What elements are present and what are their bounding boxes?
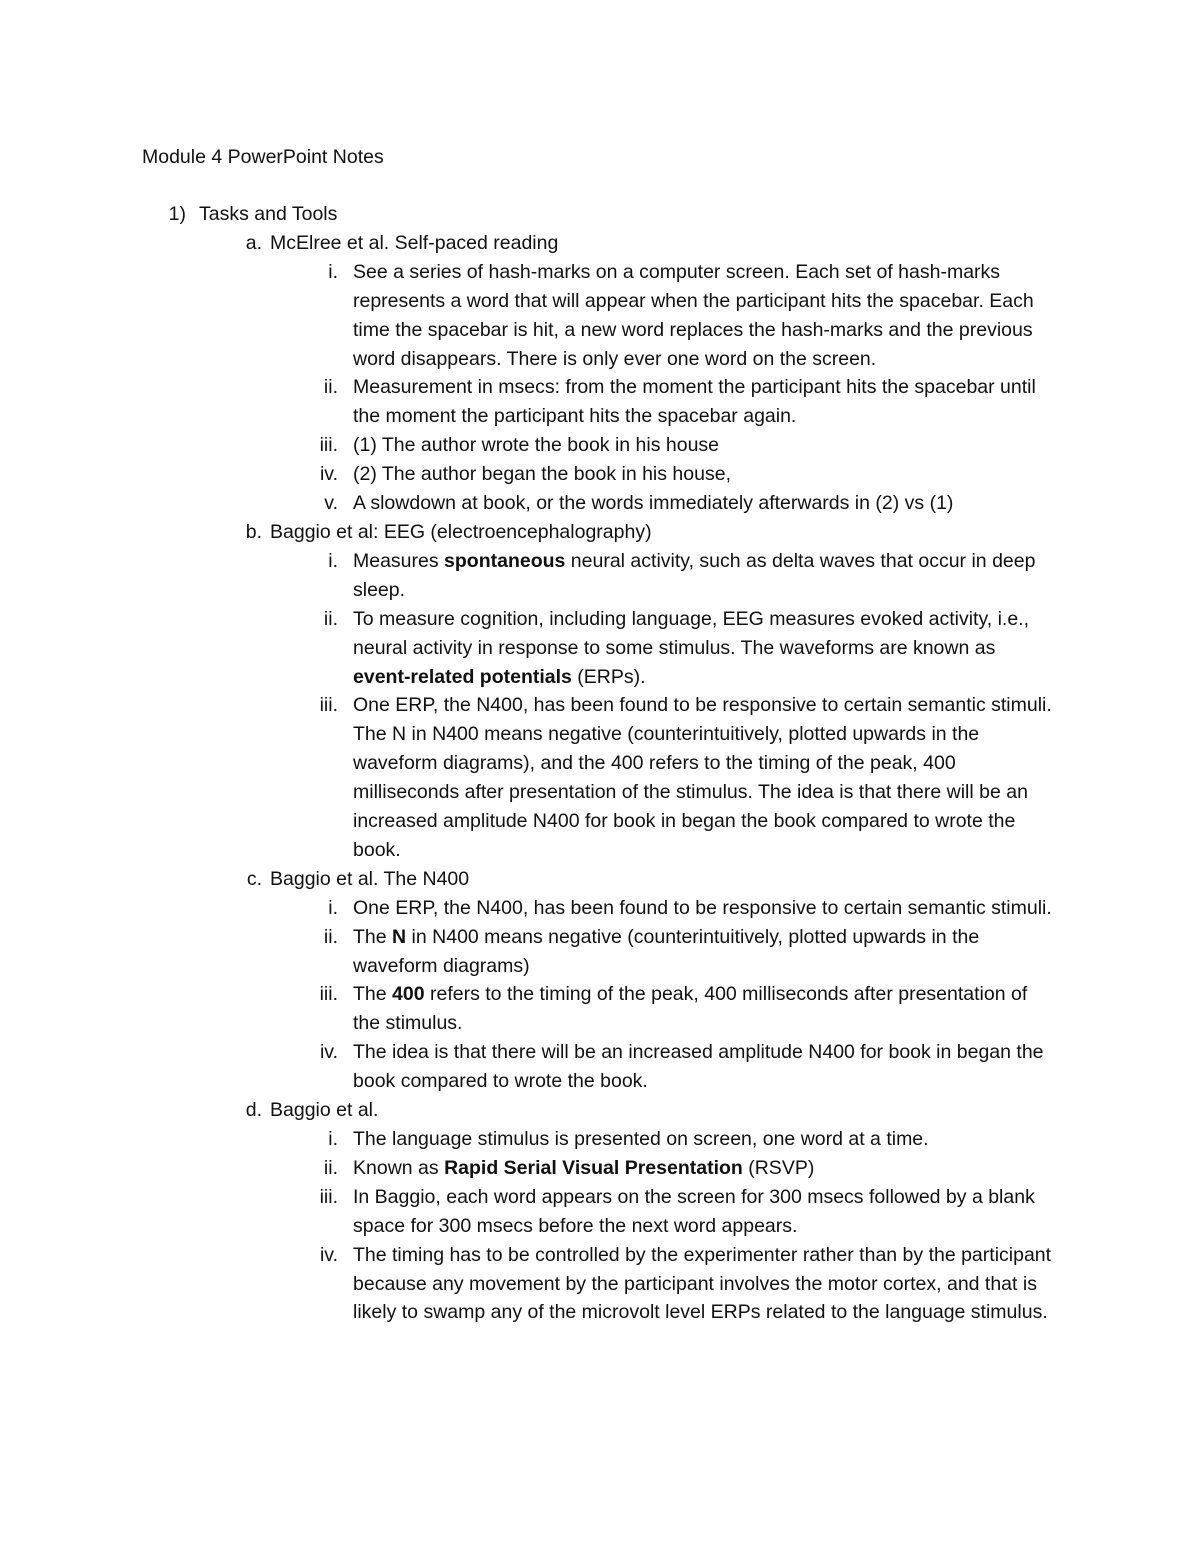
item-text: (2) The author began the book in his house, <box>353 463 731 486</box>
item-text <box>353 923 1058 981</box>
item-text-after: in N400 means negative (counterintuitively, plotted upwards in the waveform diagrams) <box>353 925 980 977</box>
list-marker: i. <box>328 549 338 572</box>
list-item <box>0 1183 1200 1241</box>
item-text-before: The <box>353 925 393 948</box>
list-marker: iii. <box>319 983 338 1006</box>
list-marker: ii. <box>323 376 338 399</box>
item-text: (1) The author wrote the book in his house <box>353 434 720 457</box>
item-text: The idea is that there will be an increased amplitude N400 for book in began the book compared to wrote the book. <box>353 1041 1044 1093</box>
item-text <box>353 1154 1058 1183</box>
list-marker: a. <box>245 231 262 254</box>
item-text: One ERP, the N400, has been found to be responsive to certain semantic stimuli. <box>353 896 1052 919</box>
list-item <box>0 894 1200 923</box>
item-text: The timing has to be controlled by the experimenter rather than by the participant because any movement by the participant involves the motor cortex, and that is likely to swamp any of the microvolt level ERPs related to the language stimulus. <box>353 1243 1052 1324</box>
item-text-before: Measures <box>353 549 445 572</box>
list-marker: ii. <box>323 925 338 948</box>
list-marker: ii. <box>323 607 338 630</box>
list-marker: i. <box>328 1128 338 1150</box>
list-marker: iv. <box>319 463 338 486</box>
subsection-heading <box>0 518 1200 547</box>
emphasized-term: Rapid Serial Visual Presentation <box>444 1156 743 1179</box>
list-marker: 1) <box>168 203 186 225</box>
list-marker: i. <box>328 260 338 283</box>
emphasized-term: spontaneous <box>444 549 566 572</box>
item-text-before: To measure cognition, including language, EEG measures evoked activity, i.e., neural activity in response to some stimulus. The waveforms are known as <box>353 607 1030 659</box>
subsection-heading <box>0 1096 1200 1125</box>
item-text: In Baggio, each word appears on the screen for 300 msecs followed by a blank space for 300 msecs before the next word appears. <box>353 1185 1035 1237</box>
list-marker: d. <box>245 1099 262 1122</box>
emphasized-term: event-related potentials <box>353 665 572 688</box>
item-text <box>353 547 1058 605</box>
item-text-before: The <box>353 983 393 1006</box>
list-item <box>0 691 1200 864</box>
list-item <box>0 1241 1200 1328</box>
list-marker: b. <box>245 520 262 543</box>
list-item <box>0 1154 1200 1183</box>
item-text-after: refers to the timing of the peak, 400 milliseconds after presentation of the stimulus. <box>353 983 1028 1035</box>
section-title: Tasks and Tools <box>199 203 338 225</box>
emphasized-term: 400 <box>392 983 425 1006</box>
subsection-heading <box>0 229 1200 258</box>
outline-list <box>0 200 1200 1327</box>
list-marker: ii. <box>323 1156 338 1179</box>
list-item <box>0 431 1200 460</box>
item-text-after: neural activity, such as delta waves that occur in deep sleep. <box>353 549 1036 601</box>
list-item <box>0 923 1200 981</box>
list-item <box>0 373 1200 431</box>
item-text-before: Known as <box>353 1156 445 1179</box>
list-marker: i. <box>328 896 338 919</box>
list-item <box>0 1125 1200 1154</box>
item-text: The language stimulus is presented on screen, one word at a time. <box>353 1128 929 1150</box>
emphasized-term: N <box>392 925 407 948</box>
list-item <box>0 605 1200 692</box>
list-marker: v. <box>324 492 338 515</box>
list-item <box>0 258 1200 374</box>
list-item <box>0 547 1200 605</box>
list-marker: iii. <box>319 694 338 717</box>
list-item <box>0 1038 1200 1096</box>
subsection-title: McElree et al. Self-paced reading <box>270 231 559 254</box>
list-marker: iii. <box>319 1185 338 1208</box>
item-text <box>353 980 1058 1038</box>
item-text-after: (RSVP) <box>742 1156 815 1179</box>
list-marker: c. <box>246 867 262 890</box>
item-text <box>353 605 1058 692</box>
subsection-title: Baggio et al. <box>270 1099 379 1122</box>
item-text: One ERP, the N400, has been found to be responsive to certain semantic stimuli. The N in N400 means negative (counterintuitively, plotted upwards in the waveform diagrams), and the 400 refers to the timing of the peak, 400 milliseconds after presentation of the stimulus. The idea is that there will be an increased amplitude N400 for book in began the book compared to wrote the book. <box>353 694 1052 861</box>
item-text: See a series of hash-marks on a computer screen. Each set of hash-marks represents a word that will appear when the participant hits the spacebar. Each time the spacebar is hit, a new word replaces the hash-marks and the previous word disappears. There is only ever one word on the screen. <box>353 260 1034 370</box>
list-marker: iv. <box>319 1243 338 1266</box>
list-item <box>0 460 1200 489</box>
subsection-title: Baggio et al: EEG (electroencephalography) <box>270 520 652 543</box>
item-text: Measurement in msecs: from the moment the participant hits the spacebar until the moment the participant hits the spacebar again. <box>353 376 1036 428</box>
list-item <box>0 980 1200 1038</box>
list-marker: iii. <box>319 434 338 457</box>
subsection-heading <box>0 865 1200 894</box>
item-text: A slowdown at book, or the words immediately afterwards in (2) vs (1) <box>353 492 954 515</box>
item-text-after: (ERPs). <box>571 665 646 688</box>
list-item <box>0 489 1200 518</box>
subsection-title: Baggio et al. The N400 <box>270 867 470 890</box>
list-marker: iv. <box>319 1041 338 1064</box>
document-title: Module 4 PowerPoint Notes <box>142 146 384 168</box>
section-heading <box>0 200 1200 229</box>
